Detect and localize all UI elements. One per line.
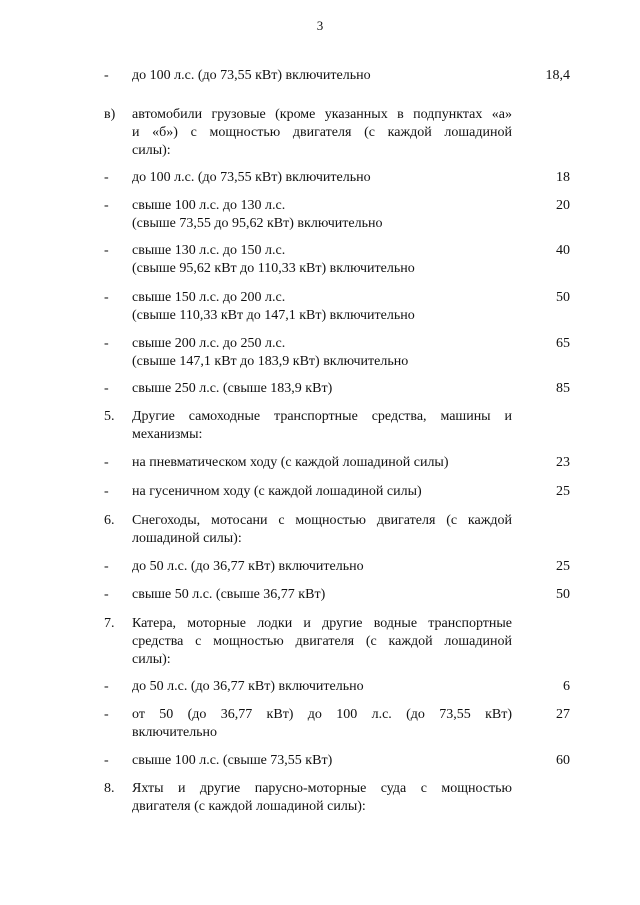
item-description-line: средства с мощностью двигателя (с каждой лошадиной: [132, 634, 512, 649]
rate-value: 40: [556, 243, 570, 258]
item-description: [132, 106, 512, 160]
item-description: [132, 512, 512, 548]
item-marker: в): [104, 107, 116, 122]
item-description-line: Яхты и другие парусно-моторные суда с мощностью: [132, 781, 512, 796]
page-number: 3: [316, 18, 324, 33]
item-marker: -: [104, 679, 109, 694]
item-description-line: на пневматическом ходу (с каждой лошадиной силы): [132, 455, 449, 470]
item-description: [132, 706, 512, 742]
item-description-line: свыше 100 л.с. до 130 л.с.: [132, 198, 286, 213]
item-description-line: (свыше 73,55 до 95,62 кВт) включительно: [132, 216, 383, 231]
rate-value: 50: [556, 290, 570, 305]
item-description-line: силы):: [132, 143, 171, 158]
rate-value: 18: [556, 170, 570, 185]
item-description-line: свыше 100 л.с. (свыше 73,55 кВт): [132, 753, 333, 768]
item-marker: -: [104, 587, 109, 602]
item-description-line: автомобили грузовые (кроме указанных в подпунктах «а»: [132, 107, 512, 122]
item-description-line: Снегоходы, мотосани с мощностью двигателя (с каждой: [132, 513, 512, 528]
item-description-line: свыше 200 л.с. до 250 л.с.: [132, 336, 286, 351]
item-description-line: (свыше 147,1 кВт до 183,9 кВт) включительно: [132, 354, 409, 369]
item-description-line: двигателя (с каждой лошадиной силы):: [132, 799, 366, 814]
item-description-line: лошадиной силы):: [132, 531, 242, 546]
item-marker: -: [104, 68, 109, 83]
item-description-line: до 100 л.с. (до 73,55 кВт) включительно: [132, 170, 371, 185]
item-marker: -: [104, 198, 109, 213]
rate-value: 25: [556, 484, 570, 499]
item-description: [132, 454, 512, 472]
item-description-line: свыше 250 л.с. (свыше 183,9 кВт): [132, 381, 333, 396]
item-marker: -: [104, 170, 109, 185]
item-description: [132, 289, 512, 325]
item-description-line: на гусеничном ходу (с каждой лошадиной силы): [132, 484, 422, 499]
item-description-line: силы):: [132, 652, 171, 667]
item-description-line: Катера, моторные лодки и другие водные транспортные: [132, 616, 512, 631]
item-description-line: до 50 л.с. (до 36,77 кВт) включительно: [132, 679, 364, 694]
item-description-line: Другие самоходные транспортные средства, машины и: [132, 409, 512, 424]
item-description: [132, 169, 512, 187]
item-description: [132, 197, 512, 233]
item-description: [132, 408, 512, 444]
item-marker: 7.: [104, 616, 115, 631]
rate-value: 60: [556, 753, 570, 768]
item-marker: -: [104, 484, 109, 499]
item-marker: 6.: [104, 513, 115, 528]
item-description: [132, 335, 512, 371]
rate-value: 6: [563, 679, 570, 694]
item-description: [132, 780, 512, 816]
item-description-line: (свыше 110,33 кВт до 147,1 кВт) включительно: [132, 308, 415, 323]
item-marker: 8.: [104, 781, 115, 796]
item-description-line: (свыше 95,62 кВт до 110,33 кВт) включительно: [132, 261, 415, 276]
item-marker: -: [104, 707, 109, 722]
item-description-line: свыше 130 л.с. до 150 л.с.: [132, 243, 286, 258]
item-description-line: от 50 (до 36,77 кВт) до 100 л.с. (до 73,55 кВт): [132, 707, 512, 722]
rate-value: 23: [556, 455, 570, 470]
rate-value: 50: [556, 587, 570, 602]
item-marker: -: [104, 559, 109, 574]
item-marker: -: [104, 243, 109, 258]
item-description-line: и «б») с мощностью двигателя (с каждой лошадиной: [132, 125, 512, 140]
rate-value: 25: [556, 559, 570, 574]
item-marker: 5.: [104, 409, 115, 424]
item-description-line: свыше 50 л.с. (свыше 36,77 кВт): [132, 587, 326, 602]
item-description-line: включительно: [132, 725, 218, 740]
rate-value: 27: [556, 707, 570, 722]
item-marker: -: [104, 336, 109, 351]
rate-value: 65: [556, 336, 570, 351]
rate-value: 18,4: [545, 68, 570, 83]
item-description-line: свыше 150 л.с. до 200 л.с.: [132, 290, 286, 305]
item-description-line: до 100 л.с. (до 73,55 кВт) включительно: [132, 68, 371, 83]
item-description: [132, 242, 512, 278]
item-description-line: механизмы:: [132, 427, 203, 442]
item-description: [132, 483, 512, 501]
item-marker: -: [104, 381, 109, 396]
item-description: [132, 752, 512, 770]
item-description: [132, 615, 512, 669]
item-marker: -: [104, 455, 109, 470]
item-marker: -: [104, 753, 109, 768]
item-description: [132, 558, 512, 576]
rate-value: 20: [556, 198, 570, 213]
rate-value: 85: [556, 381, 570, 396]
item-description: [132, 678, 512, 696]
item-description: [132, 380, 512, 398]
item-description-line: до 50 л.с. (до 36,77 кВт) включительно: [132, 559, 364, 574]
item-description: [132, 586, 512, 604]
item-marker: -: [104, 290, 109, 305]
item-description: [132, 67, 512, 85]
